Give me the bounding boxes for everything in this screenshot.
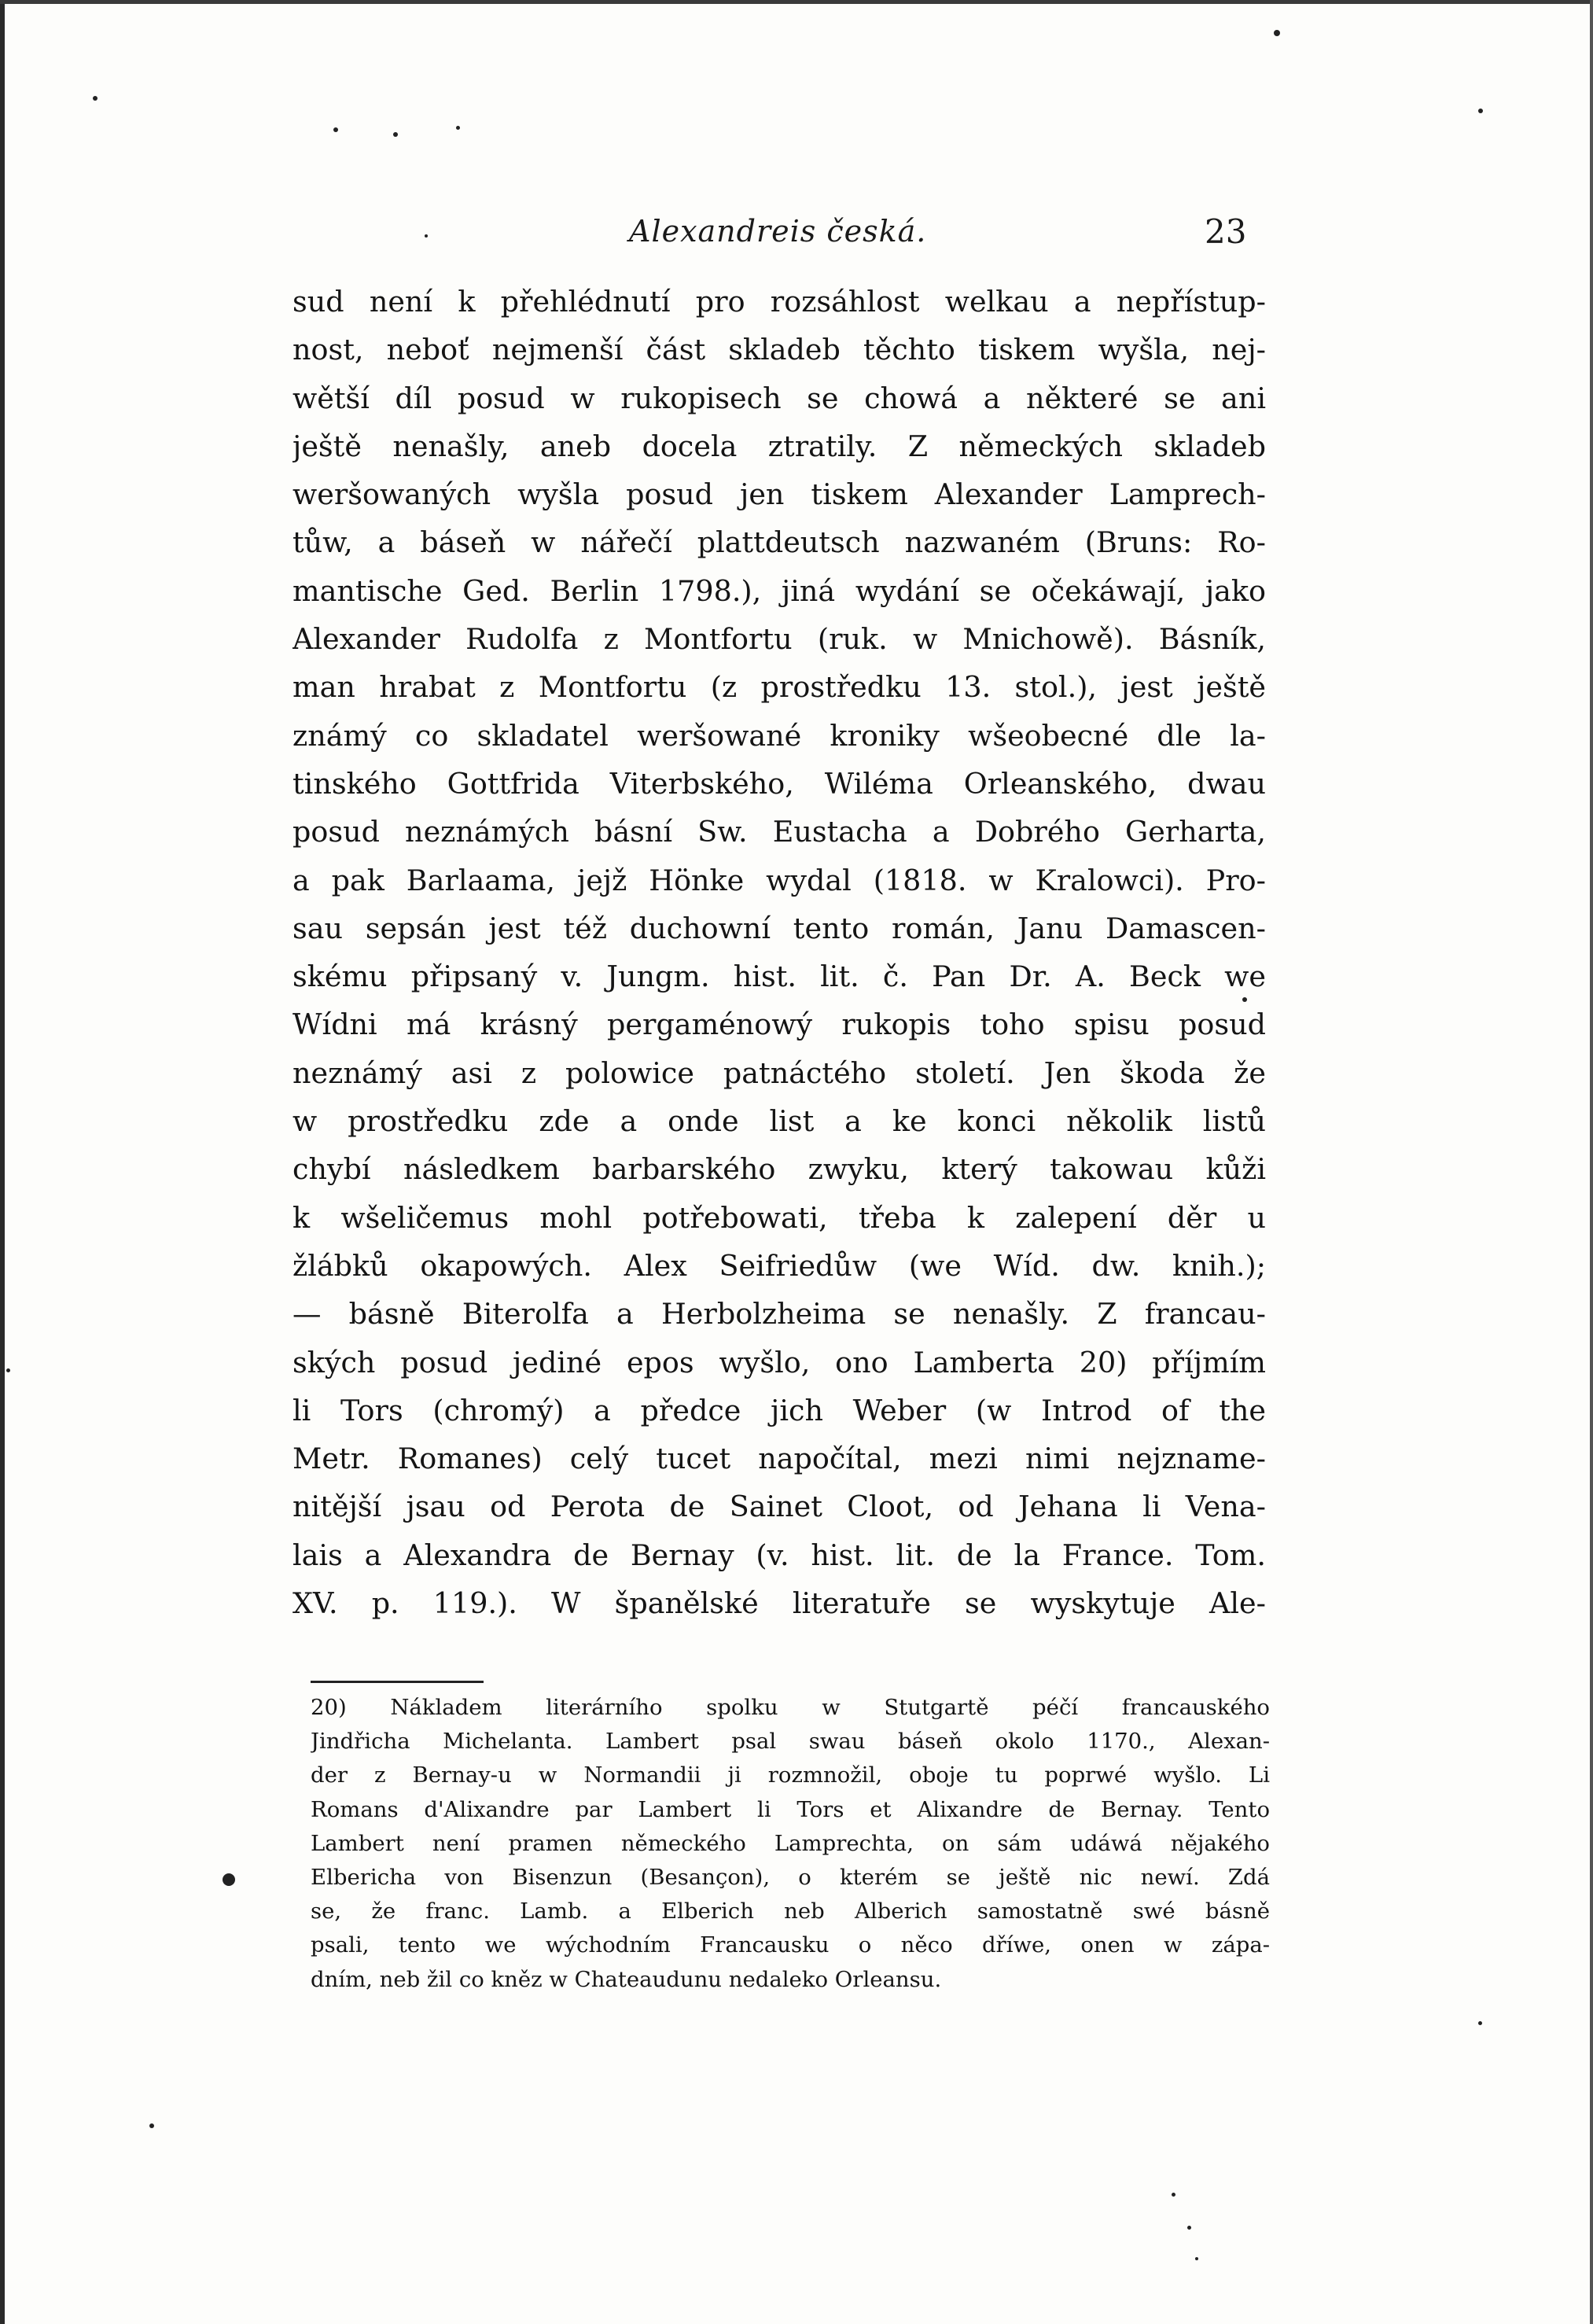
text-line: nitější jsau od Perota de Sainet Cloot, od Jehana li Vena- — [292, 1490, 1266, 1524]
text-line: skému připsaný v. Jungm. hist. lit. č. Pan Dr. A. Beck we — [292, 959, 1266, 994]
text-line: sud není k přehlédnutí pro rozsáhlost welkau a nepřístup- — [292, 285, 1266, 319]
scan-speck — [1242, 997, 1247, 1002]
text-line: sau sepsán jest též duchowní tento román, Janu Damascen- — [292, 911, 1266, 945]
footnote-divider — [311, 1681, 484, 1683]
footnote-line: Romans d'Alixandre par Lambert li Tors et Alixandre de Bernay. Tento — [311, 1796, 1270, 1822]
text-line: man hrabat z Montfortu (z prostředku 13. stol.), jest ještě — [292, 670, 1266, 705]
main-text-block — [292, 278, 1266, 1627]
footnote-block — [311, 1691, 1270, 1997]
scan-speck — [1478, 109, 1483, 113]
text-line: weršowaných wyšla posud jen tiskem Alexander Lamprech- — [292, 477, 1266, 512]
text-line: wětší díl posud w rukopisech se chowá a některé se ani — [292, 381, 1266, 415]
text-line: nost, neboť nejmenší část skladeb těchto tiskem wyšla, nej- — [292, 333, 1266, 367]
footnote-line: se, že franc. Lamb. a Elberich neb Alberich samostatně swé básně — [311, 1899, 1270, 1924]
scan-edge-right — [1590, 0, 1593, 2324]
text-line: tinského Gottfrida Viterbského, Wiléma Orleanského, dwau — [292, 766, 1266, 801]
scan-speck — [456, 126, 460, 130]
text-line: známý co skladatel weršowané kroniky wšeobecné dle la- — [292, 718, 1266, 753]
scan-speck — [333, 127, 338, 132]
scan-speck — [93, 96, 97, 101]
text-line: li Tors (chromý) a předce jich Weber (w Introd of the — [292, 1393, 1266, 1427]
text-line: tůw, a báseň w nářečí plattdeutsch nazwaném (Bruns: Ro- — [292, 525, 1266, 560]
scan-speck — [6, 1368, 10, 1372]
scan-speck — [425, 234, 428, 238]
text-line: neznámý asi z polowice patnáctého století. Jen škoda že — [292, 1055, 1266, 1090]
scan-edge-top — [0, 0, 1593, 4]
scan-speck — [1195, 2257, 1198, 2260]
text-line: mantische Ged. Berlin 1798.), jiná wydání se očekáwají, jako — [292, 573, 1266, 608]
text-line: ských posud jediné epos wyšlo, ono Lamberta 20) příjmím — [292, 1345, 1266, 1379]
text-line: chybí následkem barbarského zwyku, který takowau kůži — [292, 1152, 1266, 1187]
scan-speck — [1274, 30, 1280, 36]
running-title: Alexandreis česká. — [629, 214, 927, 249]
scan-speck — [393, 132, 398, 137]
text-line: k wšeličemus mohl potřebowati, třeba k zalepení děr u — [292, 1200, 1266, 1235]
footnote-line: psali, tento we wýchodním Francausku o něco dříwe, onen w zápa- — [311, 1932, 1270, 1958]
scan-speck — [149, 2123, 154, 2128]
text-line: ještě nenašly, aneb docela ztratily. Z německých skladeb — [292, 429, 1266, 463]
footnote-line: dním, neb žil co kněz w Chateaudunu nedaleko Orleansu. — [311, 1966, 942, 1992]
text-line: — básně Biterolfa a Herbolzheima se nenašly. Z francau- — [292, 1297, 1266, 1331]
page-number: 23 — [1205, 212, 1247, 251]
text-line: XV. p. 119.). W španělské literatuře se wyskytuje Ale- — [292, 1586, 1266, 1621]
footnote-line: 20) Nákladem literárního spolku w Stutgartě péčí francauského — [311, 1695, 1270, 1720]
footnote-line: Jindřicha Michelanta. Lambert psal swau báseň okolo 1170., Alexan- — [311, 1729, 1270, 1755]
text-line: Metr. Romanes) celý tucet napočítal, mezi nimi nejzname- — [292, 1442, 1266, 1476]
text-line: posud neznámých básní Sw. Eustacha a Dobrého Gerharta, — [292, 815, 1266, 849]
scan-speck — [1478, 2021, 1482, 2025]
text-line: Alexander Rudolfa z Montfortu (ruk. w Mnichowě). Básník, — [292, 622, 1266, 657]
text-line: žlábků okapowých. Alex Seifriedůw (we Wíd. dw. knih.); — [292, 1248, 1266, 1283]
scan-edge-left — [0, 0, 5, 2324]
text-line: a pak Barlaama, jejž Hönke wydal (1818. w Kralowci). Pro- — [292, 863, 1266, 897]
text-line: w prostředku zde a onde list a ke konci několik listů — [292, 1104, 1266, 1139]
scan-speck — [1187, 2226, 1191, 2230]
footnote-line: Lambert není pramen německého Lamprechta, on sám udáwá nějakého — [311, 1830, 1270, 1856]
scan-speck — [1172, 2193, 1175, 2197]
text-line: lais a Alexandra de Bernay (v. hist. lit. de la France. Tom. — [292, 1538, 1266, 1572]
text-line: Wídni má krásný pergaménowý rukopis toho spisu posud — [292, 1007, 1266, 1042]
footnote-line: Elbericha von Bisenzun (Besançon), o kterém se ještě nic newí. Zdá — [311, 1864, 1270, 1890]
scan-speck — [223, 1873, 235, 1886]
footnote-line: der z Bernay-u w Normandii ji rozmnožil, oboje tu poprwé wyšlo. Li — [311, 1762, 1270, 1788]
